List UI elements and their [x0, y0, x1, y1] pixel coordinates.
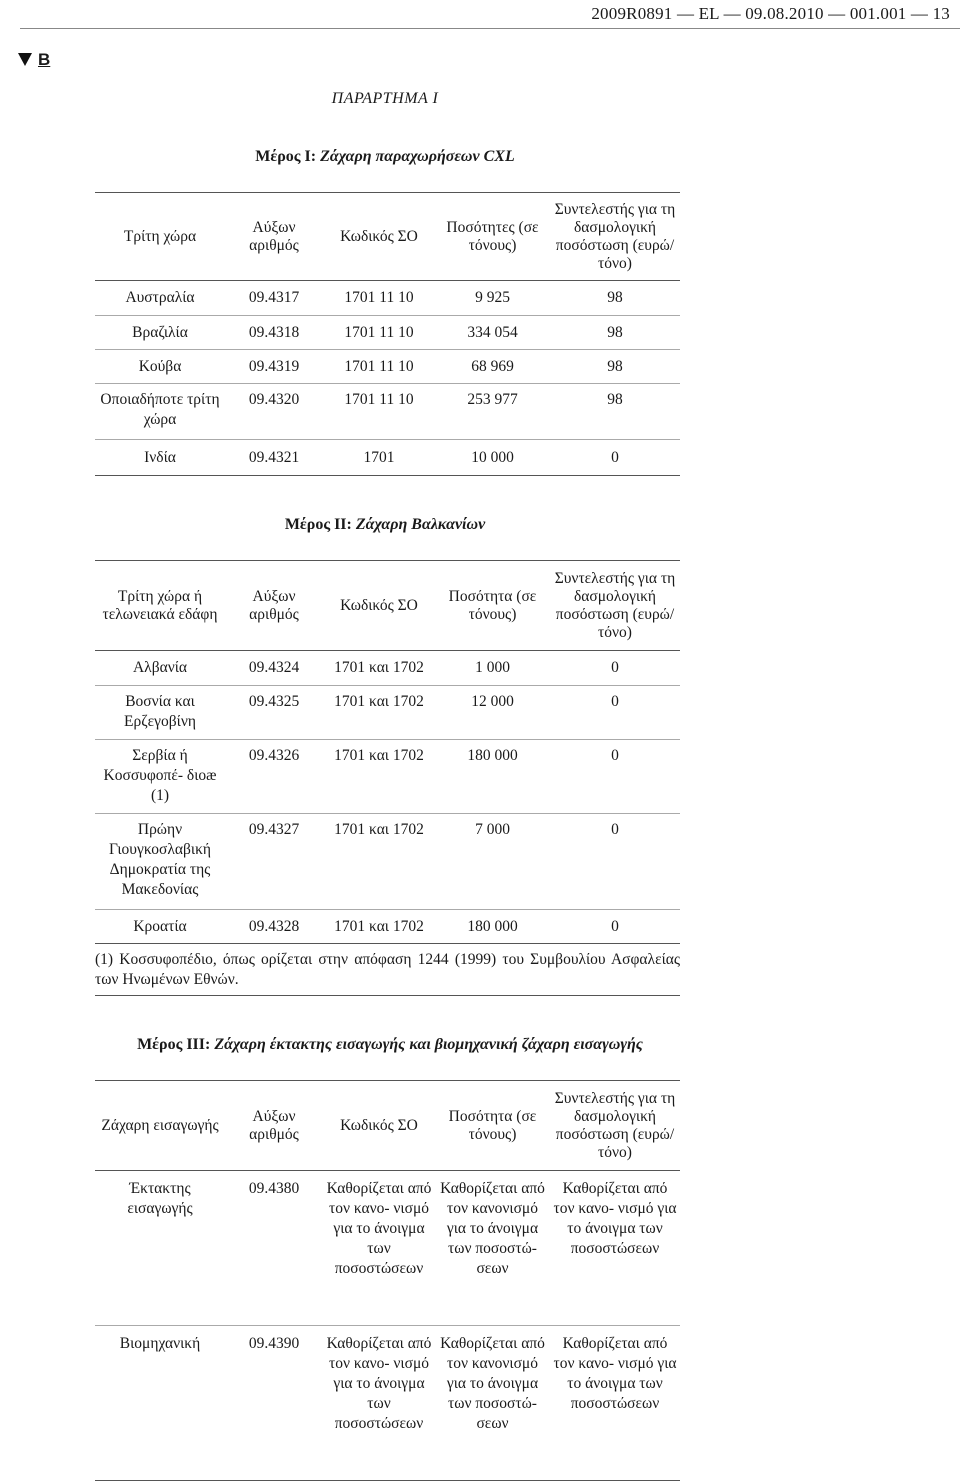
column-header: Αύξων αριθμός — [225, 1081, 323, 1171]
table-row: Αλβανία 09.4324 1701 και 1702 1 000 0 — [95, 651, 680, 686]
part3-title: Μέρος III: Ζάχαρη έκτακτης εισαγωγής και βιομηχανική ζάχαρη εισαγωγής — [137, 1036, 643, 1053]
column-header: Τρίτη χώρα — [95, 193, 225, 281]
column-header: Ζάχαρη εισαγωγής — [95, 1081, 225, 1171]
column-header: Ποσότητες (σε τόνους) — [435, 193, 550, 281]
table-row: Κροατία 09.4328 1701 και 1702 180 000 0 — [95, 910, 680, 944]
table-row: Πρώην Γιουγκοσλαβική Δημοκρατία της Μακεδονίας 09.4327 1701 και 1702 7 000 0 — [95, 814, 680, 910]
part2-table — [95, 560, 680, 944]
table-row: Ινδία 09.4321 1701 10 000 0 — [95, 440, 680, 476]
part3-table — [95, 1080, 680, 1481]
table-header-row — [95, 193, 680, 281]
amendment-marker — [18, 50, 50, 70]
page-header — [20, 0, 960, 29]
document-reference: 2009R0891 — EL — 09.08.2010 — 001.001 — 13 — [591, 4, 950, 23]
column-header: Ποσότητα (σε τόνους) — [435, 561, 550, 651]
column-header: Κωδικός ΣΟ — [323, 561, 435, 651]
part1-title: Μέρος I: Ζάχαρη παραχωρήσεων CXL — [255, 148, 515, 165]
table-row: Βιομηχανική 09.4390 Καθορίζεται από τον κανο- νισμό για το άνοιγμα των ποσοστώσεων Καθορίζεται από τον κανονισμό για το άνοιγμα των ποσοστώ- σεων Καθορίζεται από τον κανο- νισμό για το άνοιγμα των ποσοστώσεων — [95, 1326, 680, 1481]
footnote-text: Κοσσυφοπέδιο, όπως ορίζεται στην απόφαση 1244 (1999) του Συμβουλίου Ασφαλείας των Ηνωμένων Εθνών. — [95, 951, 681, 988]
table-header-row — [95, 1081, 680, 1171]
table-header-row — [95, 561, 680, 651]
column-header: Συντελεστής για τη δασμολογική ποσόστωση (ευρώ/τόνο) — [550, 561, 680, 651]
column-header: Συντελεστής για τη δασμολογική ποσόστωση (ευρώ/τόνο) — [550, 1081, 680, 1171]
table-row: Κούβα 09.4319 1701 11 10 68 969 98 — [95, 350, 680, 384]
column-header: Συντελεστής για τη δασμολογική ποσόστωση (ευρώ/τόνο) — [550, 193, 680, 281]
column-header: Αύξων αριθμός — [225, 193, 323, 281]
column-header: Κωδικός ΣΟ — [323, 193, 435, 281]
marker-letter: B — [38, 50, 51, 69]
footnote-mark: (1) — [95, 951, 114, 968]
column-header: Ποσότητα (σε τόνους) — [435, 1081, 550, 1171]
part1-table — [95, 192, 680, 476]
footnote-divider — [95, 995, 680, 996]
table-row: Οποιαδήποτε τρίτη χώρα 09.4320 1701 11 10 253 977 98 — [95, 384, 680, 440]
table-row: Αυστραλία 09.4317 1701 11 10 9 925 98 — [95, 281, 680, 316]
column-header: Κωδικός ΣΟ — [323, 1081, 435, 1171]
part2-title: Μέρος II: Ζάχαρη Βαλκανίων — [284, 516, 486, 533]
annex-title: ΠΑΡΑΡΤΗΜΑ I — [331, 90, 439, 107]
column-header: Τρίτη χώρα ή τελωνειακά εδάφη — [95, 561, 225, 651]
table-row: Σερβία ή Κοσσυφοπέ- διοæ (1) 09.4326 1701 και 1702 180 000 0 — [95, 740, 680, 814]
table-row: Έκτακτης εισαγωγής 09.4380 Καθορίζεται από τον κανο- νισμό για το άνοιγμα των ποσοστώσεων Καθορίζεται από τον κανονισμό για το άνοιγμα των ποσοστώ- σεων Καθορίζεται από τον κανο- νισμό για το άνοιγμα των ποσοστώσεων — [95, 1171, 680, 1326]
table-row: Βοσνία και Ερζεγοβίνη 09.4325 1701 και 1702 12 000 0 — [95, 686, 680, 740]
column-header: Αύξων αριθμός — [225, 561, 323, 651]
triangle-down-icon — [18, 53, 32, 66]
table-row: Βραζιλία 09.4318 1701 11 10 334 054 98 — [95, 316, 680, 350]
footnote — [95, 950, 680, 990]
